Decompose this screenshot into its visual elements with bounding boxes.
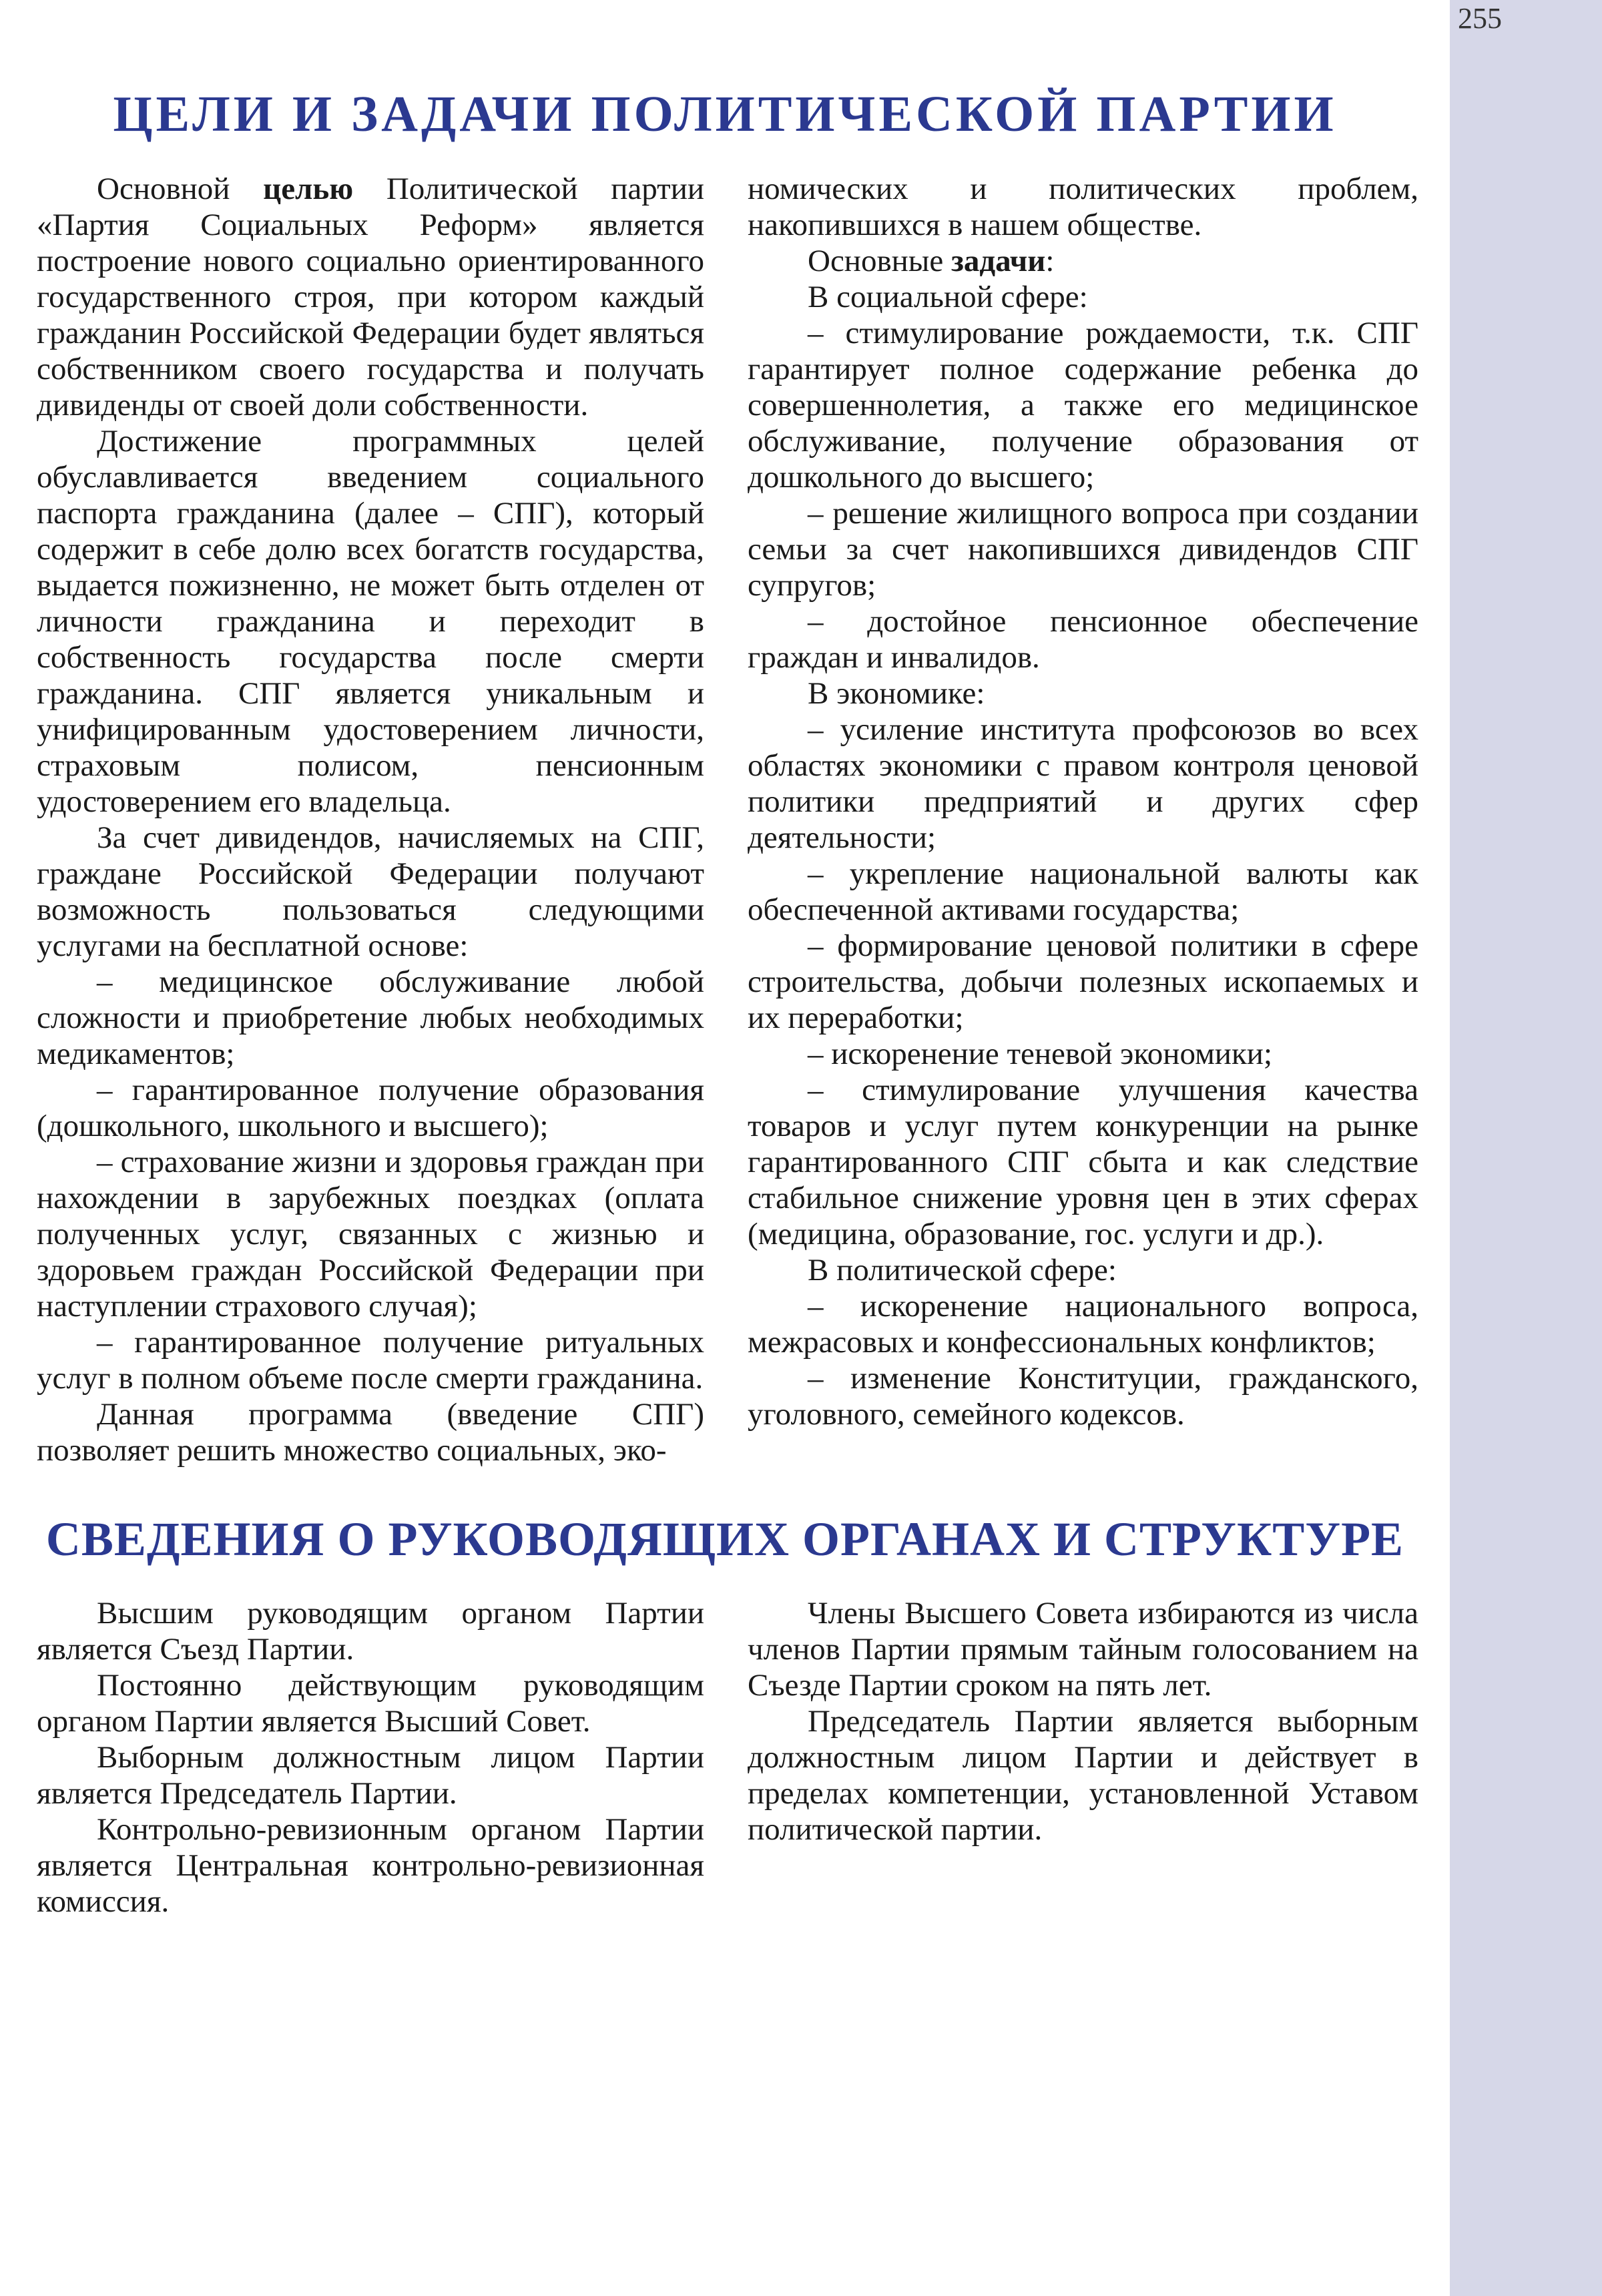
paragraph: За счет дивидендов, начисляемых на СПГ, граждане Российской Федерации получают возможность пользоваться следующими услугами на бесплатной основе: <box>37 820 704 963</box>
paragraph: номических и политических проблем, накопившихся в нашем обществе. <box>748 172 1418 242</box>
goals-column-left <box>37 171 704 1468</box>
list-item: – укрепление национальной валюты как обеспеченной активами государства; <box>748 856 1418 927</box>
paragraph: Высшим руководящим органом Партии является Съезд Партии. <box>37 1596 704 1667</box>
subheading: В социальной сфере: <box>808 280 1088 314</box>
list-item: – стимулирование улучшения качества товаров и услуг путем конкуренции на рынке гарантированного СПГ сбыта и как следствие стабильное снижение уровня цен в этих сферах (медицина, образование, гос. услуги и др.). <box>748 1073 1418 1251</box>
structure-column-left <box>37 1595 704 1920</box>
list-item: – медицинское обслуживание любой сложности и приобретение любых необходимых медикаментов; <box>37 964 704 1071</box>
side-strip <box>1450 0 1602 2296</box>
paragraph: Председатель Партии является выборным должностным лицом Партии и действует в пределах компетенции, установленной Уставом политической партии. <box>748 1704 1418 1847</box>
paragraph: Основной целью Политической партии «Партия Социальных Реформ» является построение нового социально ориентированного государственного строя, при котором каждый гражданин Российской Федерации будет являться собственником своего государства и получать дивиденды от своей доли собственности. <box>37 172 704 422</box>
paragraph: Основные задачи: <box>808 244 1055 278</box>
subheading: В экономике: <box>808 676 985 711</box>
section-title-goals: ЦЕЛИ И ЗАДАЧИ ПОЛИТИЧЕСКОЙ ПАРТИИ <box>113 86 1337 142</box>
bold-term: целью <box>263 172 354 206</box>
paragraph: Контрольно-ревизионным органом Партии является Центральная контрольно-ревизионная комиссия. <box>37 1812 704 1919</box>
list-item: – решение жилищного вопроса при создании семьи за счет накопившихся дивидендов СПГ супругов; <box>748 496 1418 603</box>
list-item: – страхование жизни и здоровья граждан при нахождении в зарубежных поездках (оплата полученных услуг, связанных с жизнью и здоровьем граждан Российской Федерации при наступлении страхового случая); <box>37 1145 704 1324</box>
list-item: – искоренение национального вопроса, межрасовых и конфессиональных конфликтов; <box>748 1289 1418 1360</box>
paragraph: Члены Высшего Совета избираются из числа членов Партии прямым тайным голосованием на Съезде Партии сроком на пять лет. <box>748 1596 1418 1703</box>
list-item: – изменение Конституции, гражданского, уголовного, семейного кодексов. <box>748 1361 1418 1432</box>
structure-column-right <box>748 1595 1418 1847</box>
paragraph: Данная программа (введение СПГ) позволяет решить множество социальных, эко- <box>37 1397 704 1468</box>
paragraph: Выборным должностным лицом Партии является Председатель Партии. <box>37 1740 704 1811</box>
list-item: – усиление института профсоюзов во всех областях экономики с правом контроля ценовой политики предприятий и других сфер деятельности; <box>748 712 1418 855</box>
list-item: – гарантированное получение образования (дошкольного, школьного и высшего); <box>37 1073 704 1143</box>
list-item: – искоренение теневой экономики; <box>808 1037 1273 1071</box>
list-item: – гарантированное получение ритуальных услуг в полном объеме после смерти гражданина. <box>37 1325 704 1396</box>
paragraph: Постоянно действующим руководящим органом Партии является Высший Совет. <box>37 1668 704 1739</box>
subheading: В политической сфере: <box>808 1253 1117 1287</box>
list-item: – формирование ценовой политики в сфере строительства, добычи полезных ископаемых и их переработки; <box>748 928 1418 1035</box>
list-item: – достойное пенсионное обеспечение граждан и инвалидов. <box>748 604 1418 675</box>
section-title-structure: СВЕДЕНИЯ О РУКОВОДЯЩИХ ОРГАНАХ И СТРУКТУРЕ <box>45 1512 1404 1566</box>
bold-term: задачи <box>951 244 1046 278</box>
list-item: – стимулирование рождаемости, т.к. СПГ гарантирует полное содержание ребенка до совершеннолетия, а также его медицинское обслуживание, получение образования от дошкольного до высшего; <box>748 316 1418 495</box>
paragraph: Достижение программных целей обуславливается введением социального паспорта гражданина (далее – СПГ), который содержит в себе долю всех богатств государства, выдается пожизненно, не может быть отделен от личности гражданина и переходит в собственность государства после смерти гражданина. СПГ является уникальным и унифицированным удостоверением личности, страховым полисом, пенсионным удостоверением его владельца. <box>37 424 704 819</box>
page-number: 255 <box>1458 2 1502 35</box>
goals-column-right <box>748 171 1418 1432</box>
